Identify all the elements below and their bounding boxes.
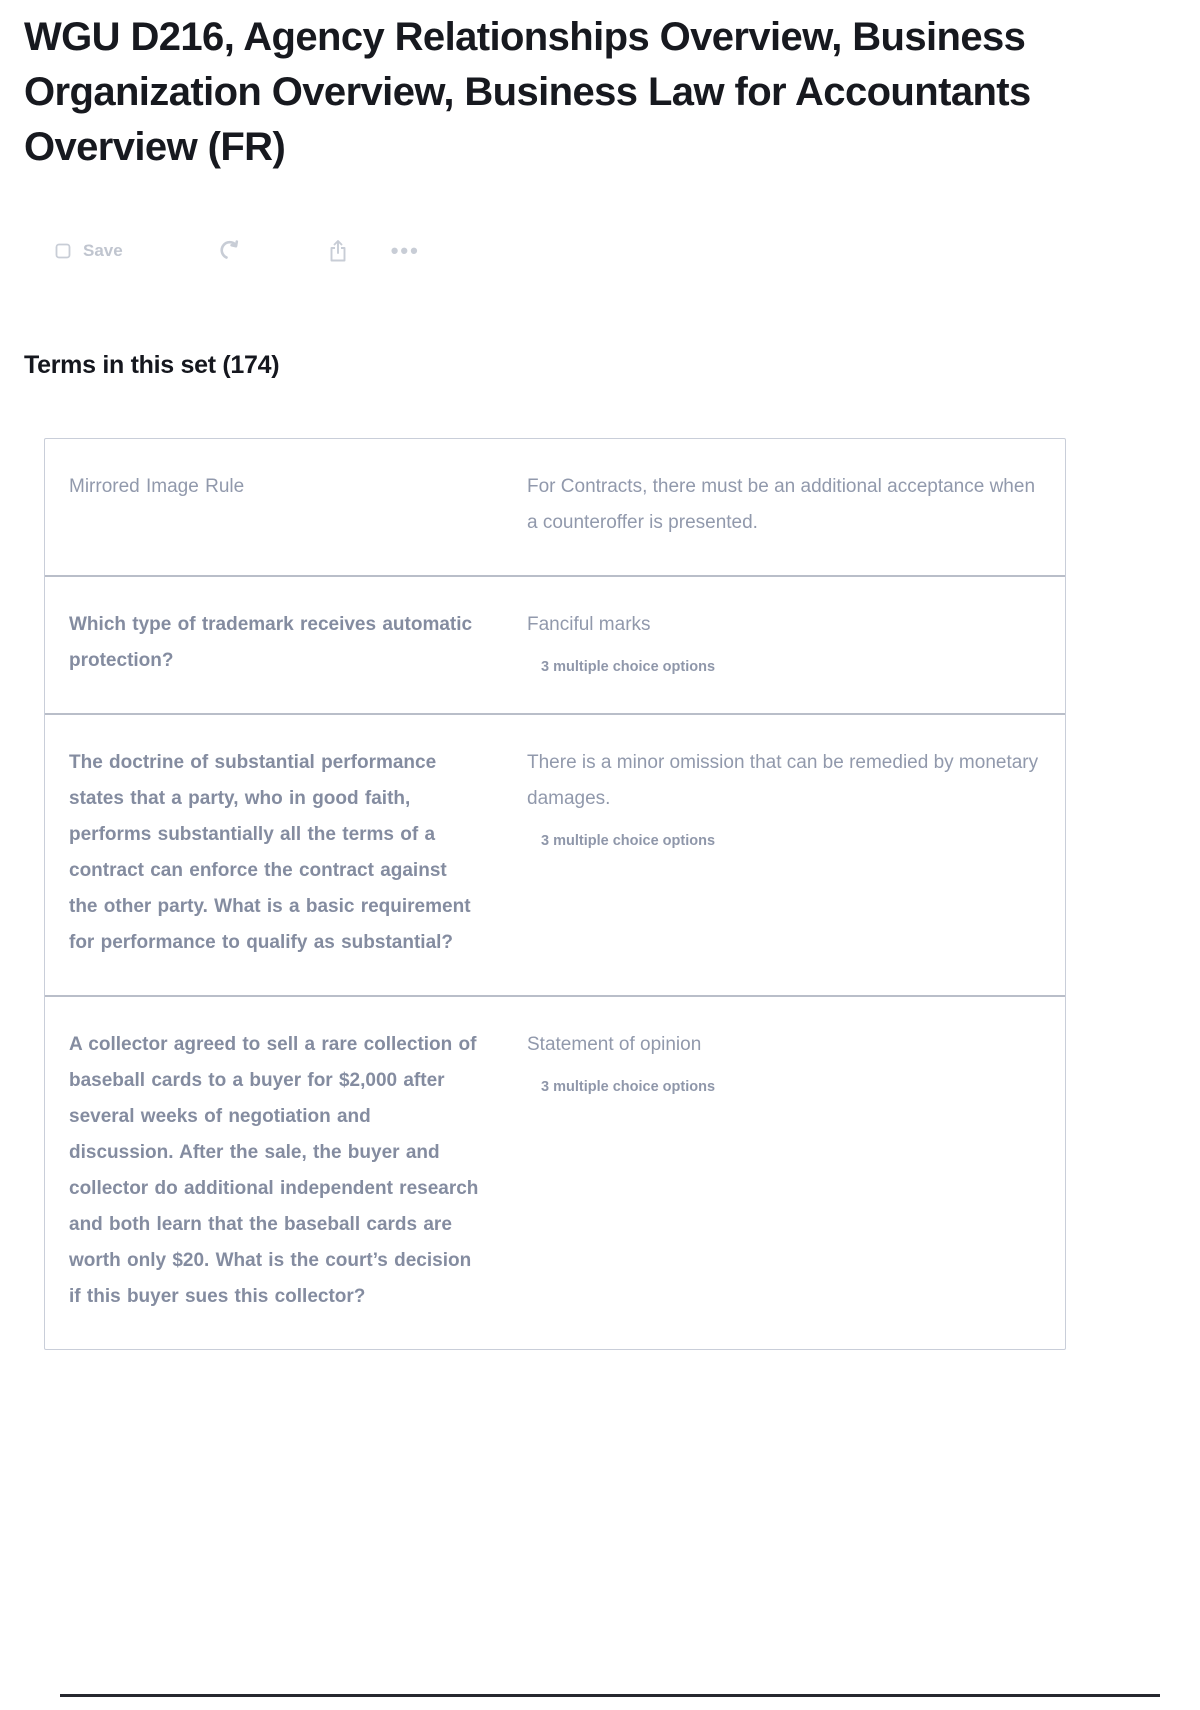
options-count-label: 3 multiple choice options bbox=[541, 1079, 716, 1095]
page-title: WGU D216, Agency Relationships Overview, Business Organization Overview, Business Law for Accountants Overview (FR) bbox=[24, 15, 1031, 169]
definition-cell bbox=[527, 745, 1041, 961]
share-icon bbox=[327, 239, 349, 263]
term-row bbox=[45, 995, 1065, 1349]
terms-heading: Terms in this set (174) bbox=[24, 351, 280, 379]
term-row bbox=[45, 713, 1065, 995]
term-row bbox=[45, 575, 1065, 713]
definition-cell bbox=[527, 607, 1041, 679]
undo-arrow-icon bbox=[219, 239, 243, 263]
share-button[interactable] bbox=[327, 239, 349, 263]
definition-cell bbox=[527, 1027, 1041, 1315]
terms-list bbox=[44, 438, 1066, 1350]
section-divider bbox=[60, 1694, 1160, 1697]
more-ellipsis-icon: ••• bbox=[390, 238, 420, 263]
toolbar bbox=[55, 239, 1200, 263]
term-text: Which type of trademark receives automatic protection? bbox=[69, 614, 473, 671]
definition-text: There is a minor omission that can be remedied by monetary damages. bbox=[527, 752, 1039, 809]
definition-cell bbox=[527, 469, 1041, 541]
term-row bbox=[45, 439, 1065, 575]
definition-text: Fanciful marks bbox=[527, 614, 651, 635]
options-count-label: 3 multiple choice options bbox=[541, 659, 716, 675]
term-text: A collector agreed to sell a rare collection of baseball cards to a buyer for $2,000 after several weeks of negotiation and discussion. After the sale, the buyer and collector do additional independent research and both learn that the baseball cards are worth only $20. What is the court’s decision if this buyer sues this collector? bbox=[69, 1034, 479, 1307]
undo-button[interactable] bbox=[219, 239, 243, 263]
more-options-button[interactable] bbox=[391, 240, 420, 262]
term-text: The doctrine of substantial performance states that a party, who in good faith, performs substantially all the terms of a contract can enforce the contract against the other party. What is a basic requirement for performance to qualify as substantial? bbox=[69, 752, 471, 953]
options-count-label: 3 multiple choice options bbox=[541, 833, 716, 849]
save-button[interactable] bbox=[55, 241, 123, 261]
save-square-icon bbox=[55, 243, 71, 259]
definition-text: Statement of opinion bbox=[527, 1034, 702, 1055]
definition-text: For Contracts, there must be an additional acceptance when a counteroffer is presented. bbox=[527, 476, 1036, 533]
term-text: Mirrored Image Rule bbox=[69, 476, 245, 497]
save-button-label: Save bbox=[83, 241, 123, 260]
